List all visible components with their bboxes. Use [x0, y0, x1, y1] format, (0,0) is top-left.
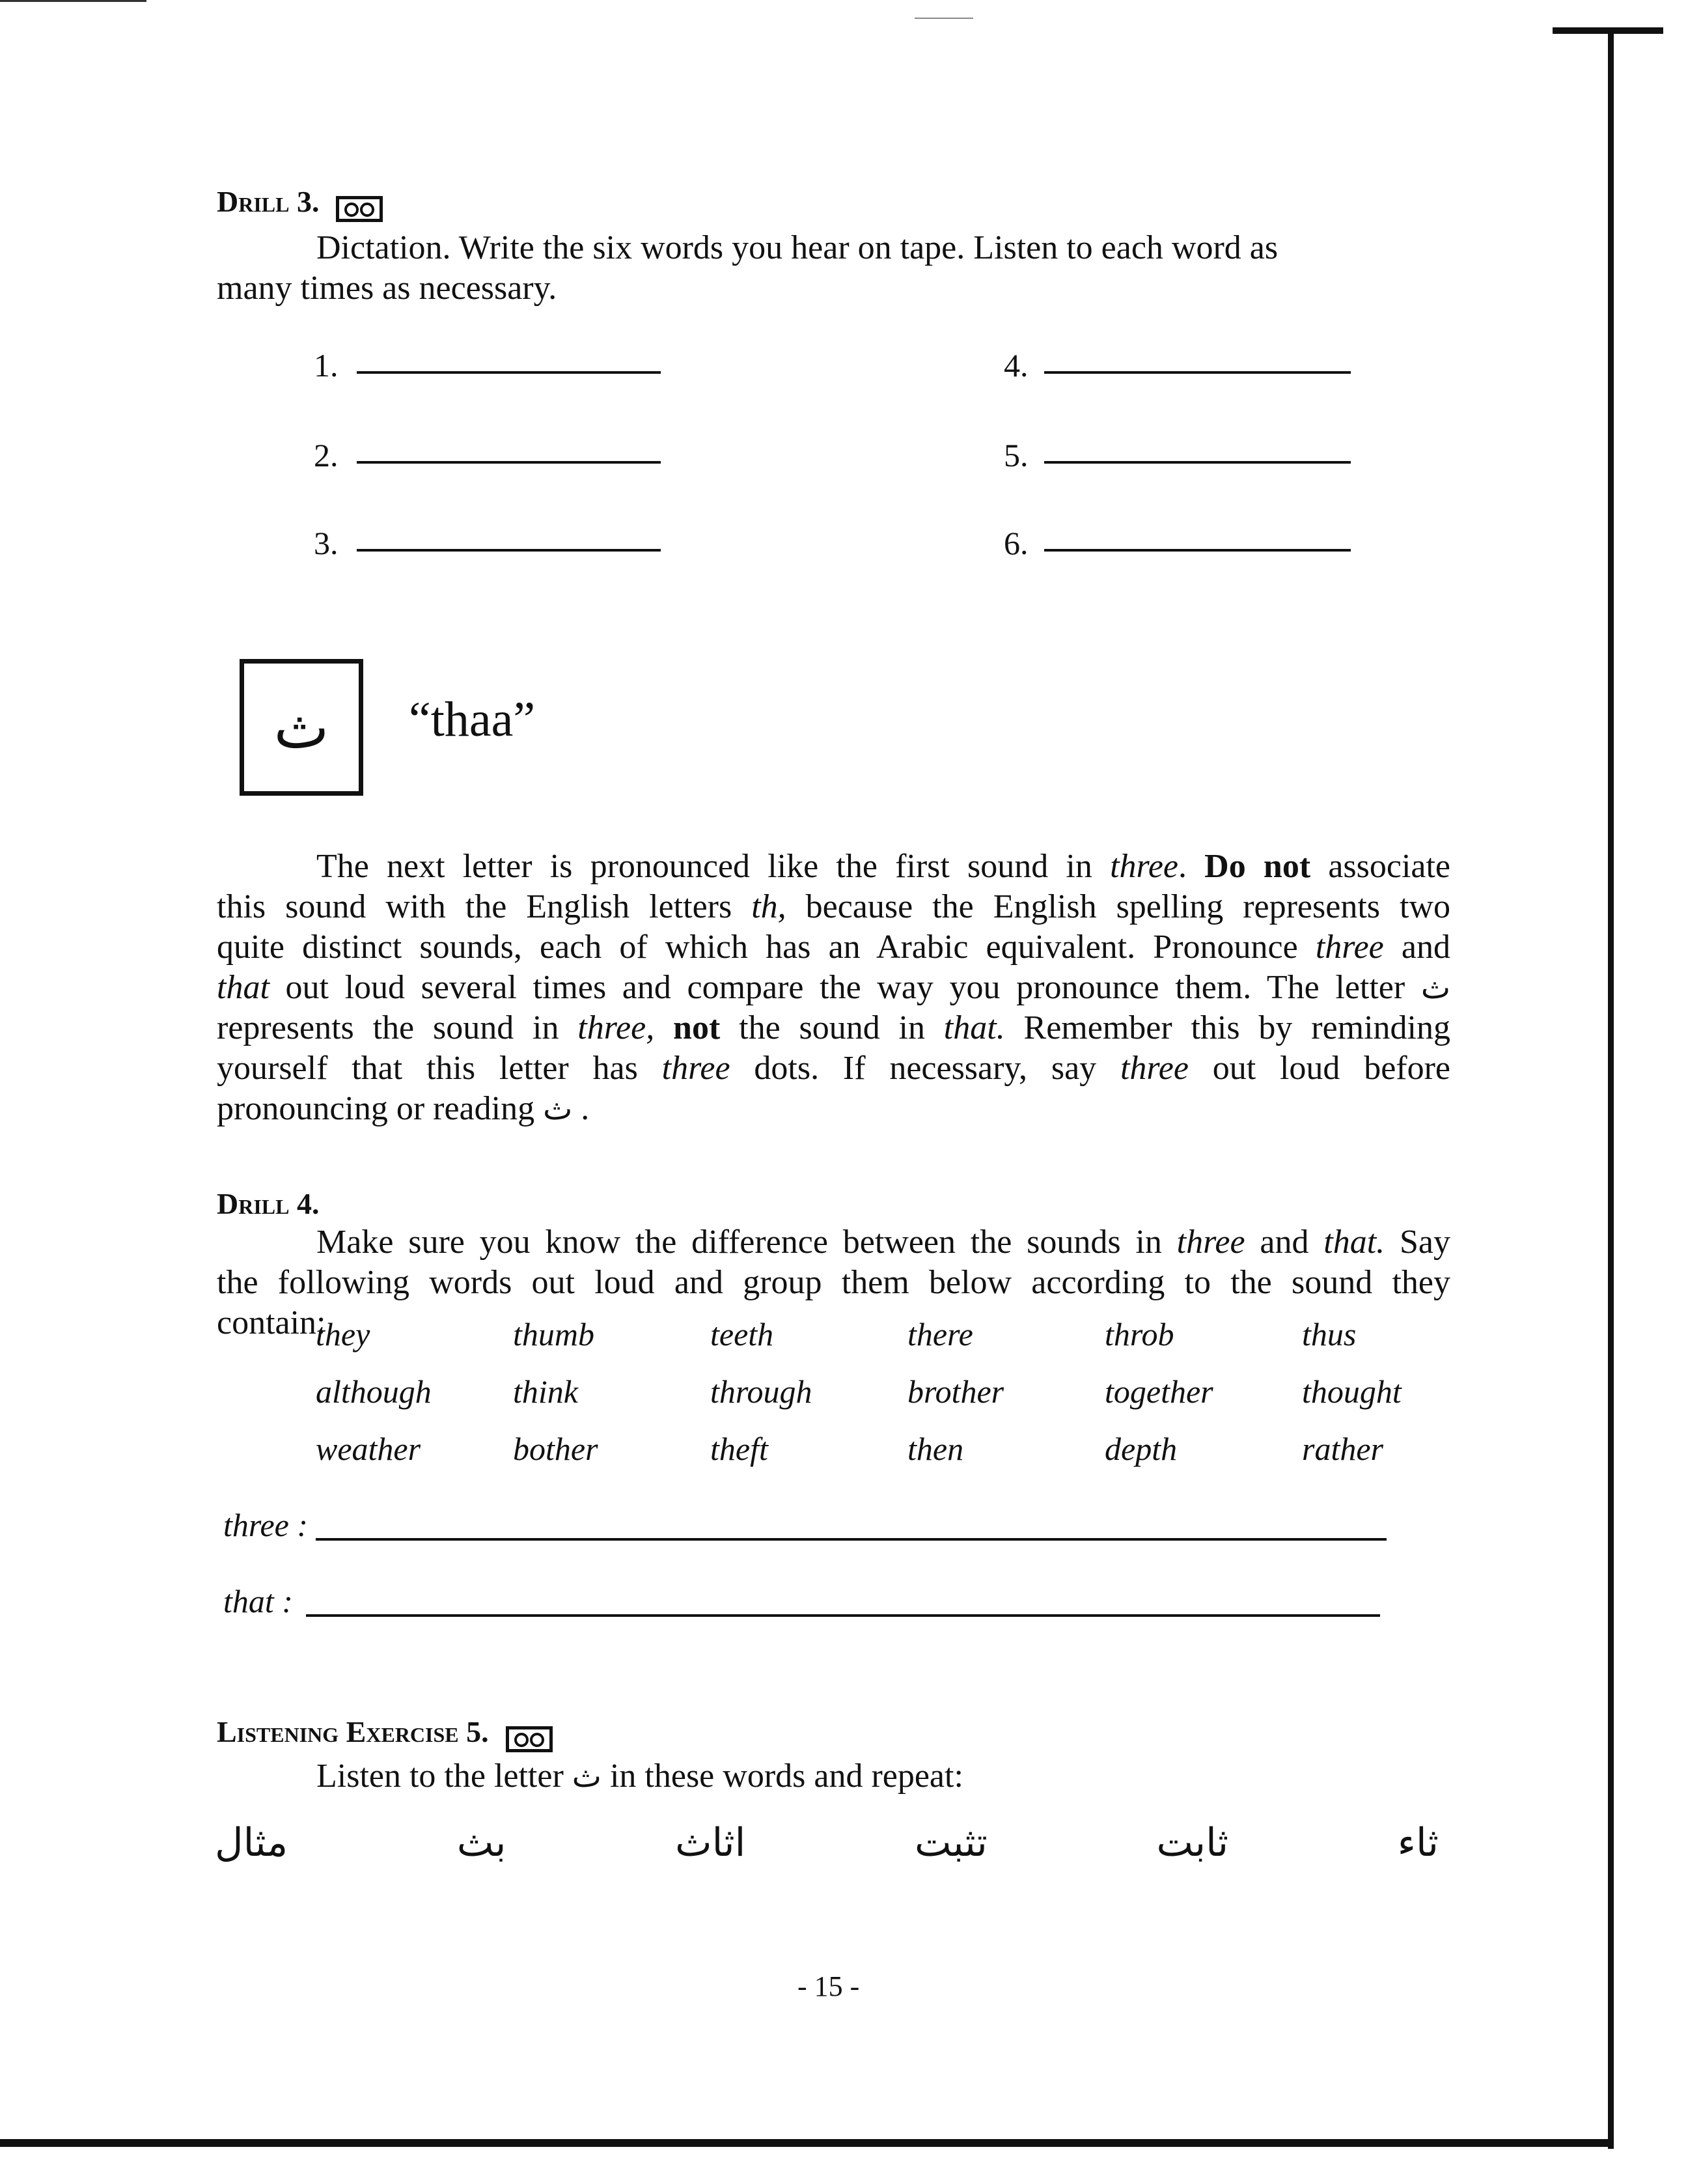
drill-4-text: Make sure you know the difference between the sounds in — [316, 1224, 1177, 1261]
para-italic: three, — [577, 1009, 655, 1046]
para-text: and — [1383, 929, 1450, 966]
para-italic: three — [1315, 929, 1384, 966]
top-left-scan-line — [0, 0, 146, 2]
drill-3-title: Drill 3. — [217, 185, 320, 218]
blank-label-3: 3. — [314, 525, 339, 561]
drill-4-line-1 — [217, 1222, 1450, 1263]
listening-5-text: in these words and repeat: — [601, 1757, 963, 1795]
word-item: bother — [513, 1431, 598, 1467]
para-line-6 — [217, 1048, 1450, 1089]
word-item: theft — [710, 1431, 768, 1467]
arabic-word: اثاث — [675, 1820, 746, 1866]
para-italic: that. — [943, 1009, 1005, 1046]
para-line-5 — [217, 1008, 1450, 1048]
para-text: this sound with the English letters — [217, 888, 752, 925]
word-row — [316, 1373, 1461, 1430]
drill-4-title: Drill 4. — [217, 1187, 320, 1220]
para-bold: not — [673, 1009, 721, 1046]
right-edge-vertical-bar — [1608, 33, 1614, 2149]
cassette-tape-icon — [336, 196, 383, 222]
blank-label-2: 2. — [314, 437, 339, 473]
word-item: rather — [1302, 1431, 1383, 1467]
para-text: out loud several times and compare the way you pronounce them. The letter — [269, 969, 1421, 1006]
para-line-1 — [217, 847, 1450, 887]
blank-label-5: 5. — [1004, 437, 1029, 473]
letter-name: “thaa” — [409, 692, 536, 747]
para-text: Remember this by reminding — [1004, 1009, 1450, 1046]
arabic-word: ثابت — [1156, 1820, 1229, 1866]
blank-label-6: 6. — [1004, 525, 1029, 561]
listening-5-title: Listening Exercise 5. — [217, 1715, 489, 1748]
letter-box — [240, 659, 363, 796]
para-text: pronouncing or reading — [217, 1090, 544, 1127]
para-bold: Do not — [1204, 848, 1311, 885]
page-number: - 15 - — [797, 1970, 860, 2002]
word-item: there — [907, 1316, 973, 1352]
blank-line-3[interactable] — [357, 549, 661, 552]
that-label: that : — [223, 1583, 293, 1619]
drill-3-instruction-line-2: many times as necessary. — [217, 270, 557, 307]
thaa-explanation-paragraph — [217, 847, 1450, 1129]
word-item: together — [1105, 1373, 1213, 1410]
para-text: . — [1178, 848, 1205, 885]
para-italic: three — [1110, 848, 1178, 885]
drill-3-heading — [217, 184, 383, 222]
top-center-scan-mark — [915, 18, 973, 19]
para-text: quite distinct sounds, each of which has an Arabic equivalent. Pronounce — [217, 929, 1316, 966]
arabic-word: ثاء — [1397, 1820, 1439, 1866]
blank-line-1[interactable] — [357, 371, 661, 374]
arabic-word-row — [215, 1820, 1439, 1866]
arabic-word: بث — [456, 1820, 506, 1866]
word-item: thought — [1302, 1373, 1402, 1410]
cassette-tape-icon — [506, 1726, 553, 1752]
word-item: depth — [1105, 1431, 1178, 1467]
arabic-word: مثال — [215, 1820, 288, 1866]
drill-3-instruction-line-1: Dictation. Write the six words you hear on tape. Listen to each word as — [316, 229, 1279, 266]
word-item: teeth — [710, 1316, 774, 1352]
para-text — [654, 1009, 673, 1046]
drill-4-italic: three — [1176, 1224, 1245, 1261]
word-row — [316, 1430, 1461, 1487]
listening-5-heading — [217, 1715, 553, 1752]
para-text: associate — [1310, 848, 1451, 885]
drill-4-text: Say — [1385, 1224, 1450, 1261]
listening-5-instruction — [316, 1756, 963, 1797]
word-item: they — [316, 1316, 370, 1352]
para-text: dots. If necessary, say — [730, 1050, 1120, 1087]
para-text: out loud before — [1188, 1050, 1451, 1087]
para-text: because the English spelling represents two — [786, 888, 1450, 925]
para-text: . — [572, 1090, 590, 1127]
word-item: throb — [1105, 1316, 1174, 1352]
para-text: represents the sound in — [217, 1009, 578, 1046]
para-italic: th, — [751, 888, 786, 925]
drill-3-instruction — [217, 228, 1450, 309]
blank-line-4[interactable] — [1044, 371, 1351, 374]
word-item: through — [710, 1373, 812, 1410]
word-item: brother — [907, 1373, 1004, 1410]
word-item: then — [907, 1431, 964, 1467]
para-line-7 — [217, 1089, 1450, 1129]
arabic-word: تثبت — [914, 1820, 988, 1866]
word-item: thumb — [513, 1316, 594, 1352]
thaa-glyph: ث — [273, 693, 329, 762]
para-italic: three — [1120, 1050, 1189, 1087]
blank-label-4: 4. — [1004, 347, 1029, 384]
blank-line-2[interactable] — [357, 461, 661, 464]
word-item: thus — [1302, 1316, 1357, 1352]
three-label: three : — [223, 1507, 309, 1543]
para-line-2 — [217, 887, 1450, 927]
bottom-edge-bar — [0, 2139, 1614, 2147]
thaa-inline-glyph: ث — [572, 1758, 602, 1795]
blank-label-1: 1. — [314, 347, 339, 384]
listening-5-text: Listen to the letter — [316, 1757, 572, 1795]
word-grid — [316, 1315, 1461, 1487]
drill-4-italic: that. — [1323, 1224, 1385, 1261]
para-text: The next letter is pronounced like the first sound in — [316, 848, 1111, 885]
para-text: yourself that this letter has — [217, 1050, 662, 1087]
drill-4-line-3: contain: — [217, 1304, 326, 1341]
thaa-inline-glyph: ث — [1420, 970, 1450, 1006]
blank-line-6[interactable] — [1044, 549, 1351, 552]
para-text: the sound in — [720, 1009, 944, 1046]
drill-4-line-2: the following words out loud and group them below according to the sound they — [217, 1264, 1450, 1301]
para-italic: three — [661, 1050, 730, 1087]
para-line-4 — [217, 968, 1450, 1008]
drill-4-text: and — [1245, 1224, 1324, 1261]
para-line-3 — [217, 927, 1450, 968]
para-italic: that — [217, 969, 270, 1006]
thaa-inline-glyph: ث — [543, 1091, 573, 1127]
word-item: although — [316, 1373, 432, 1410]
word-row — [316, 1315, 1461, 1373]
blank-line-5[interactable] — [1044, 461, 1351, 464]
word-item: think — [513, 1373, 578, 1410]
that-answer-line[interactable] — [306, 1614, 1380, 1617]
word-item: weather — [316, 1431, 421, 1467]
three-answer-line[interactable] — [316, 1538, 1387, 1541]
